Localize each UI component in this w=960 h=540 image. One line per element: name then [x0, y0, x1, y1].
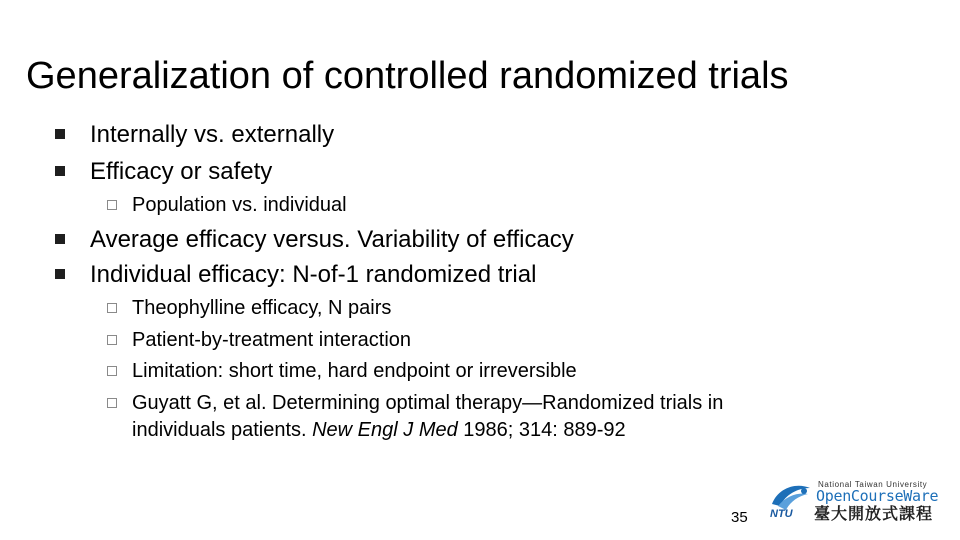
slide-title: Generalization of controlled randomized trials: [26, 55, 789, 97]
citation-text: individuals patients.: [132, 419, 313, 441]
sub-bullet-item: Patient-by-treatment interaction: [132, 329, 412, 351]
bullet-marker-icon: [55, 269, 65, 279]
bullet-marker-icon: [55, 166, 65, 176]
citation-journal: New Engl J Med: [312, 419, 458, 441]
sub-bullet-item: Limitation: short time, hard endpoint or irreversible: [132, 360, 577, 382]
logo-chinese: 臺大開放式課程: [814, 506, 934, 523]
page-number: 35: [731, 509, 748, 526]
logo-mark-text: NTU: [770, 508, 793, 520]
bullet-marker-icon: [55, 129, 65, 139]
citation-line: [132, 418, 626, 443]
logo-name: OpenCourseWare: [816, 487, 939, 505]
logo-university: National Taiwan University: [818, 480, 928, 489]
sub-bullet-item: Population vs. individual: [132, 194, 347, 216]
sub-bullet-marker-icon: [107, 366, 117, 376]
bullet-item: Average efficacy versus. Variability of efficacy: [90, 226, 574, 253]
sub-bullet-item: Theophylline efficacy, N pairs: [132, 297, 392, 319]
bullet-marker-icon: [55, 234, 65, 244]
citation-details: 1986; 314: 889-92: [457, 419, 626, 441]
sub-bullet-marker-icon: [107, 303, 117, 313]
sub-bullet-marker-icon: [107, 200, 117, 210]
ntu-ocw-logo: [768, 478, 956, 528]
bullet-item: Efficacy or safety: [90, 158, 273, 185]
sub-bullet-marker-icon: [107, 398, 117, 408]
sub-bullet-item: Guyatt G, et al. Determining optimal therapy—Randomized trials in: [132, 392, 724, 414]
sub-bullet-marker-icon: [107, 335, 117, 345]
bullet-item: Internally vs. externally: [90, 121, 335, 148]
bullet-item: Individual efficacy: N-of-1 randomized trial: [90, 261, 537, 288]
